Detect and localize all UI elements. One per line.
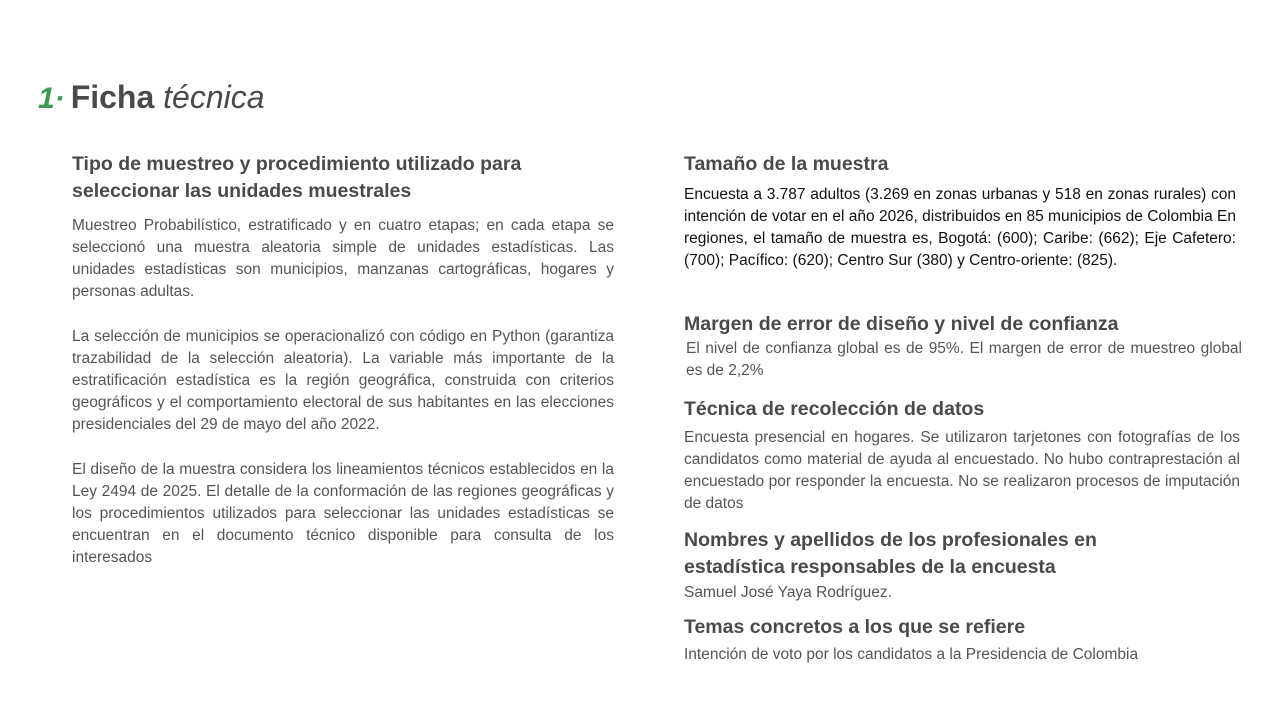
sample-size-heading: Tamaño de la muestra — [684, 153, 889, 175]
professionals-text: Samuel José Yaya Rodríguez. — [684, 584, 892, 601]
section-number: 1· — [38, 82, 65, 115]
sampling-paragraph-3: El diseño de la muestra considera los lineamientos técnicos establecidos en la Ley 2494 de 2025. El detalle de la conformación de las regiones geográficas y los procedimientos utilizados para seleccionar las unidades estadísticas se encuentran en el documento técnico disponible para consulta de los interesados — [72, 461, 614, 566]
title-italic: técnica — [163, 79, 265, 115]
data-collection-heading: Técnica de recolección de datos — [684, 398, 985, 420]
sampling-paragraph-1: Muestreo Probabilístico, estratificado y en cuatro etapas; en cada etapa se seleccionó una muestra aleatoria simple de unidades estadísticas. Las unidades estadísticas son municipios, manzanas cartográficas, hogares y personas adultas. — [72, 217, 614, 300]
sample-size-text: Encuesta a 3.787 adultos (3.269 en zonas urbanas y 518 en zonas rurales) con intención de votar en el año 2026, distribuidos en 85 municipios de Colombia En regiones, el tamaño de muestra es, Bogotá: (600); Caribe: (662); Eje Cafetero: (700); Pacífico: (620); Centro Sur (380) y Centro-oriente: (825). — [684, 186, 1236, 269]
sampling-type-heading: Tipo de muestreo y procedimiento utilizado para seleccionar las unidades muestrales — [72, 153, 522, 202]
title-bold: Ficha — [70, 79, 155, 115]
topics-heading: Temas concretos a los que se refiere — [684, 616, 1026, 638]
margin-error-text: El nivel de confianza global es de 95%. El margen de error de muestreo global es de 2,2% — [686, 340, 1242, 379]
sampling-paragraph-2: La selección de municipios se operacionalizó con código en Python (garantiza trazabilidad de la selección aleatoria). La variable más importante de la estratificación estadística es la región geográfica, construida con criterios geográficos y el comportamiento electoral de sus habitantes en las elecciones presidenciales del 29 de mayo del año 2022. — [72, 328, 614, 433]
data-collection-text: Encuesta presencial en hogares. Se utilizaron tarjetones con fotografías de los candidatos como material de ayuda al encuestado. No hubo contraprestación al encuestado por responder la encuesta. No se realizaron procesos de imputación de datos — [684, 429, 1240, 512]
margin-error-heading: Margen de error de diseño y nivel de confianza — [684, 313, 1119, 335]
professionals-heading: Nombres y apellidos de los profesionales en estadística responsables de la encuesta — [684, 529, 1097, 578]
page-title — [38, 78, 265, 118]
topics-text: Intención de voto por los candidatos a la Presidencia de Colombia — [684, 646, 1139, 663]
